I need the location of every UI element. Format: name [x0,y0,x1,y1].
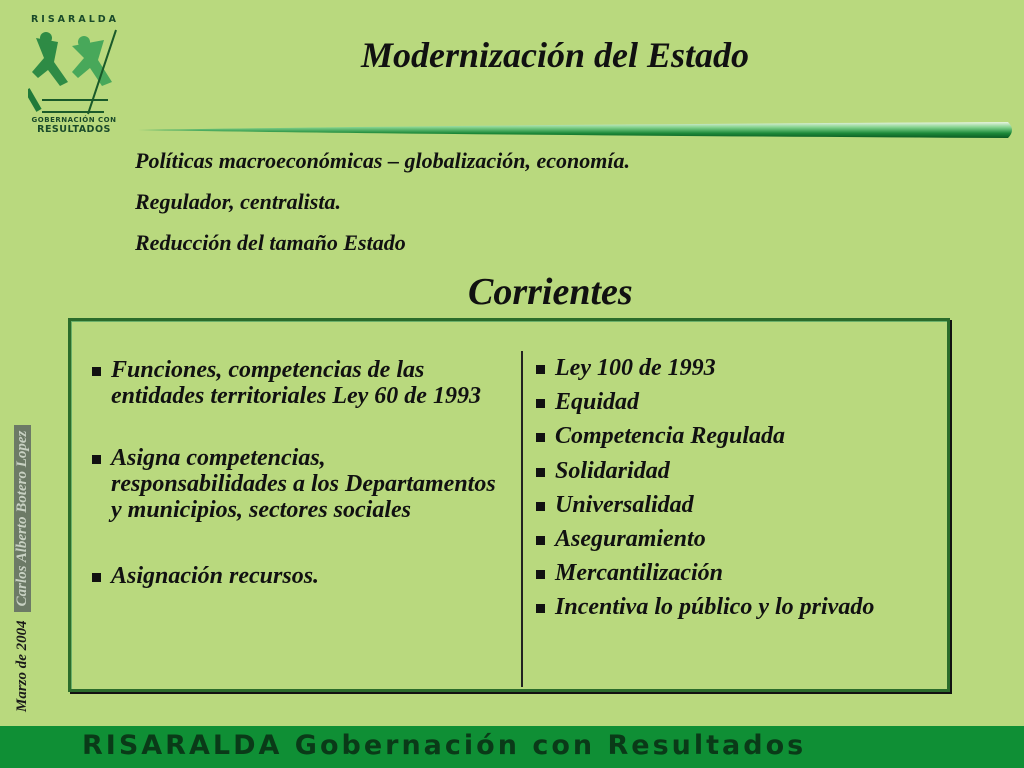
bullet-square-icon [536,468,545,477]
bullet-square-icon [536,399,545,408]
intro-list [135,146,630,269]
right-list-item: Incentiva lo público y lo privado [531,594,951,628]
intro-item: Políticas macroeconómicas – globalización, economía. [135,148,630,173]
side-date: Marzo de 2004 [14,620,30,712]
footer-text: RISARALDA Gobernación con Resultados [82,730,807,761]
bullet-square-icon [92,573,101,582]
corrientes-panel [68,318,950,692]
right-column [531,355,951,629]
left-list-item: Asigna competencias, responsabilidades a los Departamentos y municipios, sectores sociales [87,445,507,523]
right-list-item: Equidad [531,389,951,423]
intro-item: Reducción del tamaño Estado [135,230,406,255]
left-list-item: Asignación recursos. [87,563,507,589]
bullet-square-icon [536,570,545,579]
section-heading: Corrientes [468,271,633,313]
right-list-item: Ley 100 de 1993 [531,355,951,389]
right-list-item: Solidaridad [531,458,951,492]
right-list-item: Aseguramiento [531,526,951,560]
right-list-item: Mercantilización [531,560,951,594]
bullet-square-icon [92,367,101,376]
bullet-square-icon [92,455,101,464]
column-divider [521,351,523,687]
bullet-square-icon [536,536,545,545]
side-author-label [2,372,30,712]
bullet-square-icon [536,604,545,613]
logo-bottom-line1: GOBERNACIÓN CON [31,116,117,124]
bullet-square-icon [536,433,545,442]
side-author: Carlos Alberto Botero Lopez [14,425,31,613]
right-list-item: Competencia Regulada [531,423,951,457]
bullet-square-icon [536,365,545,374]
logo-bottom-line2: RESULTADOS [37,124,111,135]
footer-band [0,726,1024,768]
bullet-square-icon [536,502,545,511]
intro-item: Regulador, centralista. [135,189,341,214]
left-column [87,357,507,625]
right-list-item: Universalidad [531,492,951,526]
page-title: Modernización del Estado [360,35,750,75]
logo-top-text: RISARALDA [30,14,119,25]
left-list-item: Funciones, competencias de las entidades territoriales Ley 60 de 1993 [87,357,507,409]
title-divider [138,121,1016,139]
risaralda-logo [24,14,124,140]
